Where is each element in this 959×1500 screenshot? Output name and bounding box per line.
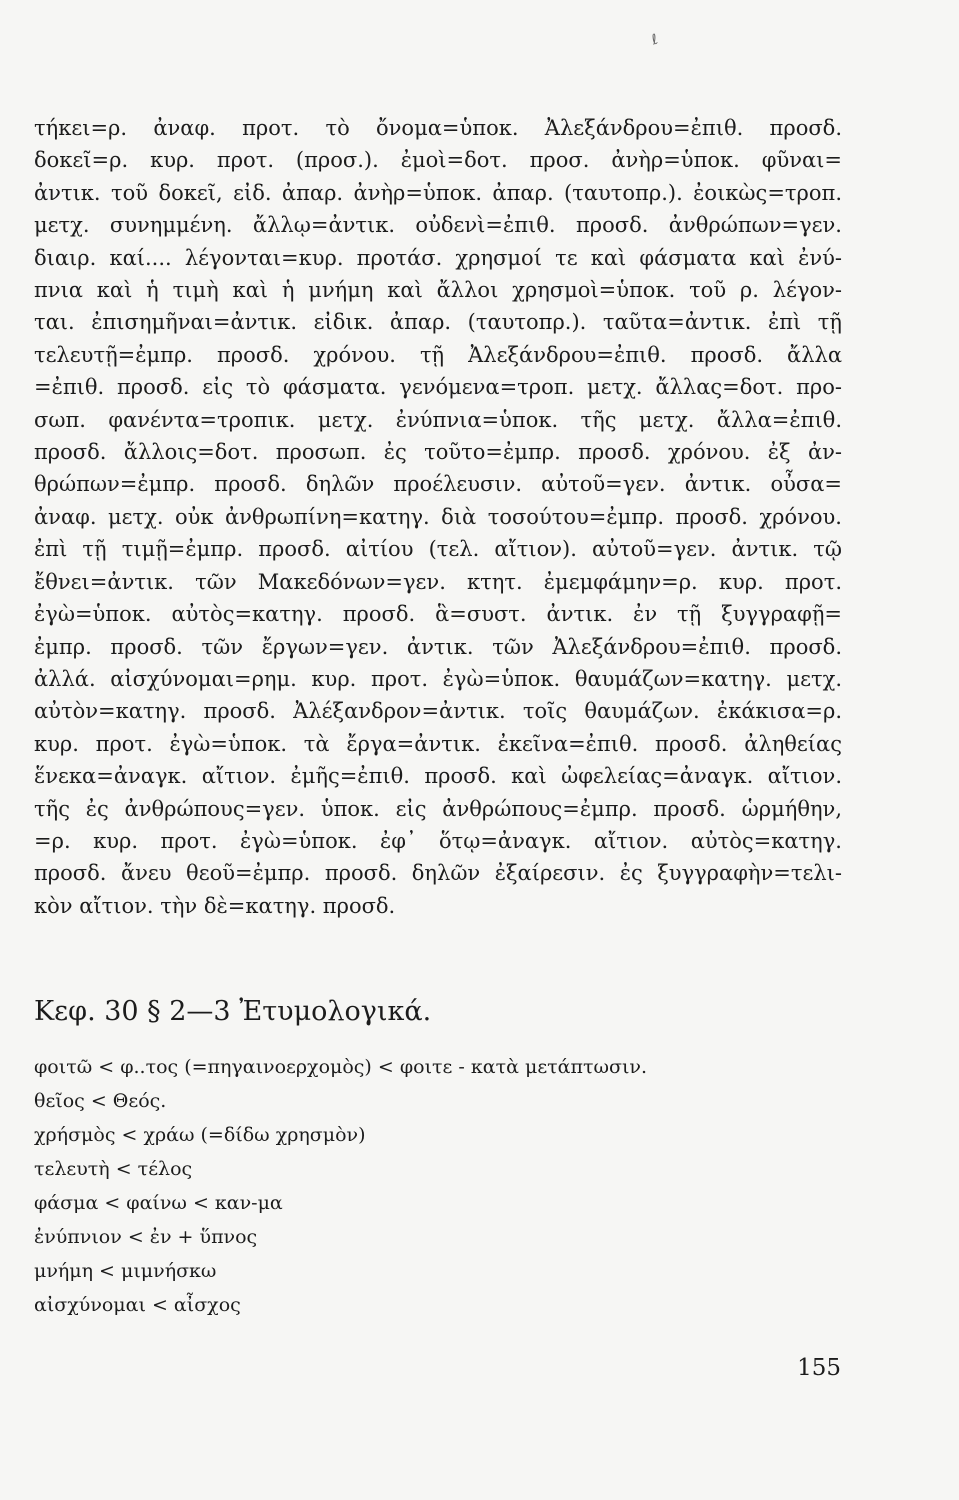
corner-mark: ℓ <box>649 31 661 49</box>
analysis-paragraph <box>34 112 842 922</box>
text-line: κὸν αἴτιον. τὴν δὲ=κατηγ. προσδ. <box>34 893 396 918</box>
etymology-item: τελευτὴ < τέλος <box>34 1158 193 1180</box>
text-line: κυρ. προτ. ἐγὼ=ὑποκ. τὰ ἔργα=ἀντικ. ἐκεῖνα=ἐπιθ. προσδ. ἀληθείας <box>34 731 842 756</box>
text-line: ται. ἐπισημῆναι=ἀντικ. εἰδικ. ἀπαρ. (ταυτοπρ.). ταῦτα=ἀντικ. ἐπὶ τῇ <box>34 310 842 335</box>
etymology-item: χρήσμὸς < χράω (=δίδω χρησμὸν) <box>34 1124 366 1146</box>
page-number: 155 <box>797 1355 841 1381</box>
text-line: θρώπων=ἐμπρ. προσδ. δηλῶν προέλευσιν. αὐτοῦ=γεν. ἀντικ. οὖσα= <box>34 472 842 497</box>
text-line: σωπ. φανέντα=τροπικ. μετχ. ἐνύπνια=ὑποκ. τῆς μετχ. ἄλλα=ἐπιθ. <box>34 407 842 432</box>
text-line: ἐγὼ=ὑποκ. αὐτὸς=κατηγ. προσδ. ἃ=συστ. ἀντικ. ἐν τῇ ξυγγραφῇ= <box>34 602 842 627</box>
text-line: διαιρ. καί.... λέγονται=κυρ. προτάσ. χρησμοί τε καὶ φάσματα καὶ ἐνύ- <box>34 245 842 270</box>
text-line: ἐμπρ. προσδ. τῶν ἔργων=γεν. ἀντικ. τῶν Ἀλεξάνδρου=ἐπιθ. προσδ. <box>34 634 842 659</box>
etymology-item: μνήμη < μιμνήσκω <box>34 1260 217 1282</box>
text-line: =ρ. κυρ. προτ. ἐγὼ=ὑποκ. ἐφ᾽ ὅτῳ=ἀναγκ. αἴτιον. αὐτὸς=κατηγ. <box>34 828 842 853</box>
etymology-item: αἰσχύνομαι < αἶσχος <box>34 1294 241 1316</box>
text-line: προσδ. ἄλλοις=δοτ. προσωπ. ἐς τοῦτο=ἐμπρ. προσδ. χρόνου. ἐξ ἀν- <box>34 440 842 465</box>
text-line: προσδ. ἄνευ θεοῦ=ἐμπρ. προσδ. δηλῶν ἐξαίρεσιν. ἐς ξυγγραφὴν=τελι- <box>34 861 842 886</box>
text-line: μετχ. συνημμένη. ἄλλῳ=ἀντικ. οὐδενὶ=ἐπιθ. προσδ. ἀνθρώπων=γεν. <box>34 213 842 238</box>
etymology-item: φοιτῶ < φ..τος (=πηγαινοερχομὸς) < φοιτε - κατὰ μετάπτωσιν. <box>34 1056 648 1078</box>
text-line: αὐτὸν=κατηγ. προσδ. Ἀλέξανδρον=ἀντικ. τοῖς θαυμάζων. ἐκάκισα=ρ. <box>34 699 842 724</box>
text-line: τήκει=ρ. ἀναφ. προτ. τὸ ὄνομα=ὑποκ. Ἀλεξάνδρου=ἐπιθ. προσδ. <box>34 116 842 140</box>
text-line: ἔθνει=ἀντικ. τῶν Μακεδόνων=γεν. κτητ. ἐμεμφάμην=ρ. κυρ. προτ. <box>34 569 842 594</box>
text-line: ἀλλά. αἰσχύνομαι=ρημ. κυρ. προτ. ἐγὼ=ὑποκ. θαυμάζων=κατηγ. μετχ. <box>34 666 842 691</box>
text-line: τῆς ἐς ἀνθρώπους=γεν. ὑποκ. εἰς ἀνθρώπους=ἐμπρ. προσδ. ὡρμήθην, <box>34 796 842 821</box>
text-line: =ἐπιθ. προσδ. εἰς τὸ φάσματα. γενόμενα=τροπ. μετχ. ἄλλας=δοτ. προ- <box>34 375 842 400</box>
etymology-item: φάσμα < φαίνω < καν-μα <box>34 1192 283 1214</box>
etymology-list <box>34 1050 647 1322</box>
text-line: δοκεῖ=ρ. κυρ. προτ. (προσ.). ἐμοὶ=δοτ. προσ. ἀνὴρ=ὑποκ. φῦναι= <box>34 148 842 173</box>
text-line: ἀναφ. μετχ. οὐκ ἀνθρωπίνη=κατηγ. διὰ τοσούτου=ἐμπρ. προσδ. χρόνου. <box>34 504 842 529</box>
text-line: πνια καὶ ἡ τιμὴ καὶ ἡ μνήμη καὶ ἄλλοι χρησμοὶ=ὑποκ. τοῦ ρ. λέγον- <box>34 278 842 303</box>
text-line: ἐπὶ τῇ τιμῇ=ἐμπρ. προσδ. αἰτίου (τελ. αἴτιον). αὐτοῦ=γεν. ἀντικ. τῷ <box>34 537 842 562</box>
etymology-item: ἐνύπνιον < ἐν + ὕπνος <box>34 1226 258 1248</box>
text-line: ἀντικ. τοῦ δοκεῖ, εἰδ. ἀπαρ. ἀνὴρ=ὑποκ. ἀπαρ. (ταυτοπρ.). ἐοικὼς=τροπ. <box>34 180 842 205</box>
etymology-item: θεῖος < Θεός. <box>34 1090 167 1112</box>
text-line: τελευτῇ=ἐμπρ. προσδ. χρόνου. τῇ Ἀλεξάνδρου=ἐπιθ. προσδ. ἄλλα <box>34 342 842 367</box>
text-line: ἕνεκα=ἀναγκ. αἴτιον. ἐμῆς=ἐπιθ. προσδ. καὶ ὠφελείας=ἀναγκ. αἴτιον. <box>34 764 842 789</box>
section-heading: Κεφ. 30 § 2—3 Ἐτυμολογικά. <box>34 996 432 1027</box>
